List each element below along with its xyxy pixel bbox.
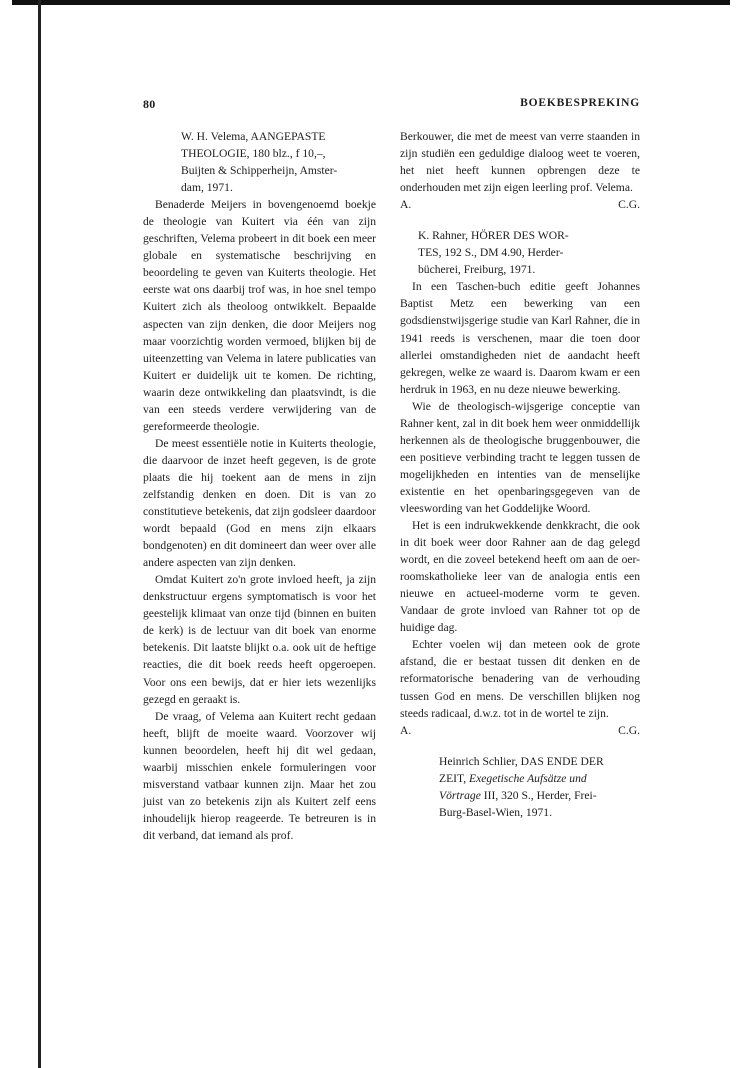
review-paragraph-continued: Berkouwer, die met de meest van verre staanden in zijn studiën een geduldige dialoog weet te voeren, het niet heeft kunnen opbrengen deze te onderhouden met zijn eigen leerling prof. Velema.	[400, 130, 640, 195]
left-column	[143, 128, 376, 844]
reference-line	[439, 770, 640, 787]
review-paragraph: De vraag, of Velema aan Kuitert recht gedaan heeft, blijft de moeite waard. Voorzover wij kunnen beoordelen, heeft hij dit wel gedaan, waarbij misschien enkele formuleringen voor misverstand vatbaar kunnen zijn. Maar het zou juist van zo betekenis zijn als Kuitert zelf eens inhoudelijk hierop reageerde. Te betreuren is in dit verband, dat iemand als prof.	[143, 709, 376, 842]
reference-line: Heinrich Schlier, DAS ENDE DER	[439, 754, 604, 768]
right-column	[400, 128, 640, 821]
reference-text: III, 320 S., Herder, Frei-	[480, 788, 597, 802]
review-paragraph: Benaderde Meijers in bovengenoemd boekje de theologie van Kuitert via één van zijn geschriften, Velema probeert in dit boek een meer globale en systematische beschrijving en beoordeling te geven van Kuiterts theologie. Het eerste wat ons daarbij trof was, in hoe snel tempo Kuitert zich als theoloog ontwikkelt. Bepaalde aspecten van zijn denken, die door Meijers nog maar voorzichtig worden vermoed, blijken bij de uiteenzetting van Velema in latere publicaties van Kuitert er duidelijk uit te komen. De richting, waarin deze ontwikkeling dan plaatsvindt, is die van een steeds verdere verwijdering van de gereformeerde theologie.	[143, 198, 376, 433]
reference-italic-text: Vörtrage	[439, 788, 481, 802]
page-number: 80	[143, 97, 156, 111]
review-signature	[400, 722, 640, 739]
reference-line: K. Rahner, HÖRER DES WOR-	[418, 229, 569, 243]
reference-line: TES, 192 S., DM 4.90, Herder-	[418, 246, 564, 260]
scan-top-border	[12, 0, 730, 5]
signature-author: C.G.	[618, 723, 640, 737]
review-paragraph: In een Taschen-buch editie geeft Johannes Baptist Metz een bewerking van een godsdienstwijsgerige studie van Karl Rahner, die in 1941 reeds is verschenen, maar die toen door allerlei omstandigheden niet de aandacht heeft gekregen, welke ze waard is. Daarom kwam er een herdruk in 1963, en nu deze nieuwe bewerking.	[400, 280, 640, 396]
review-signature	[400, 196, 640, 213]
reference-text: ZEIT,	[439, 771, 470, 785]
reference-line: dam, 1971.	[181, 181, 233, 195]
reference-line: bücherei, Freiburg, 1971.	[418, 263, 536, 277]
signature-initial: A.	[400, 723, 412, 737]
review-paragraph: Echter voelen wij dan meteen ook de grote afstand, die er bestaat tussen dit denken en de reformatorische benadering van de verhouding tussen God en mens. De verschillen blijken nog steeds radicaal, d.w.z. tot in de wortel te zijn.	[400, 638, 640, 720]
book-reference-rahner	[400, 227, 640, 278]
review-paragraph: Omdat Kuitert zo'n grote invloed heeft, ja zijn denkstructuur ergens symptomatisch is voor het geestelijk klimaat van onze tijd (binnen en buiten de kerk) is de lectuur van dit boek van enorme betekenis. Dit laatste blijkt o.a. ook uit de heftige reacties, die dit boek reeds heeft opgeroepen. Voor ons een bewijs, dat er hier iets wezenlijks gezegd en geraakt is.	[143, 573, 376, 706]
signature-initial: A.	[400, 198, 412, 212]
review-paragraph: Wie de theologisch-wijsgerige conceptie van Rahner kent, zal in dit boek hem weer onmiddellijk herkennen als de theologische bruggenbouwer, die een positieve verbinding tracht te leggen tussen de mogelijkheden en intenties van de menselijke existentie en het openbaringsgegeven van de vleeswording van het Goddelijke Woord.	[400, 399, 640, 515]
running-head: BOEKBESPREKING	[520, 97, 640, 109]
reference-line: Burg-Basel-Wien, 1971.	[439, 805, 552, 819]
reference-line: THEOLOGIE, 180 blz., f 10,–,	[181, 147, 326, 161]
book-reference-schlier	[400, 753, 640, 821]
reference-line: Buijten & Schipperheijn, Amster-	[181, 164, 338, 178]
reference-line	[439, 787, 640, 804]
scan-left-border	[38, 0, 41, 1068]
book-reference-velema	[143, 128, 376, 196]
reference-line: W. H. Velema, AANGEPASTE	[181, 130, 326, 143]
reference-italic-text: Exegetische Aufsätze und	[469, 771, 587, 785]
review-paragraph: Het is een indrukwekkende denkkracht, die ook in dit boek weer door Rahner aan de dag gelegd wordt, en die zoveel betekend heeft om aan de oer-roomskatholieke leer van de analogia entis een nieuwe en actueel-moderne vorm te geven. Vandaar de grote invloed van Rahner tot op de huidige dag.	[400, 519, 640, 635]
review-paragraph: De meest essentiële notie in Kuiterts theologie, die daarvoor de inzet heeft gegeven, is de grote plaats die hij toekent aan de mens in zijn zelfstandig denken en doen. Dit is van zo constitutieve betekenis, dat zijn godsleer daardoor wordt bepaald (God en mens zijn elkaars bondgenoten) en dit domineert dan weer over alle andere aspecten van zijn denken.	[143, 436, 376, 570]
signature-author: C.G.	[618, 198, 640, 212]
